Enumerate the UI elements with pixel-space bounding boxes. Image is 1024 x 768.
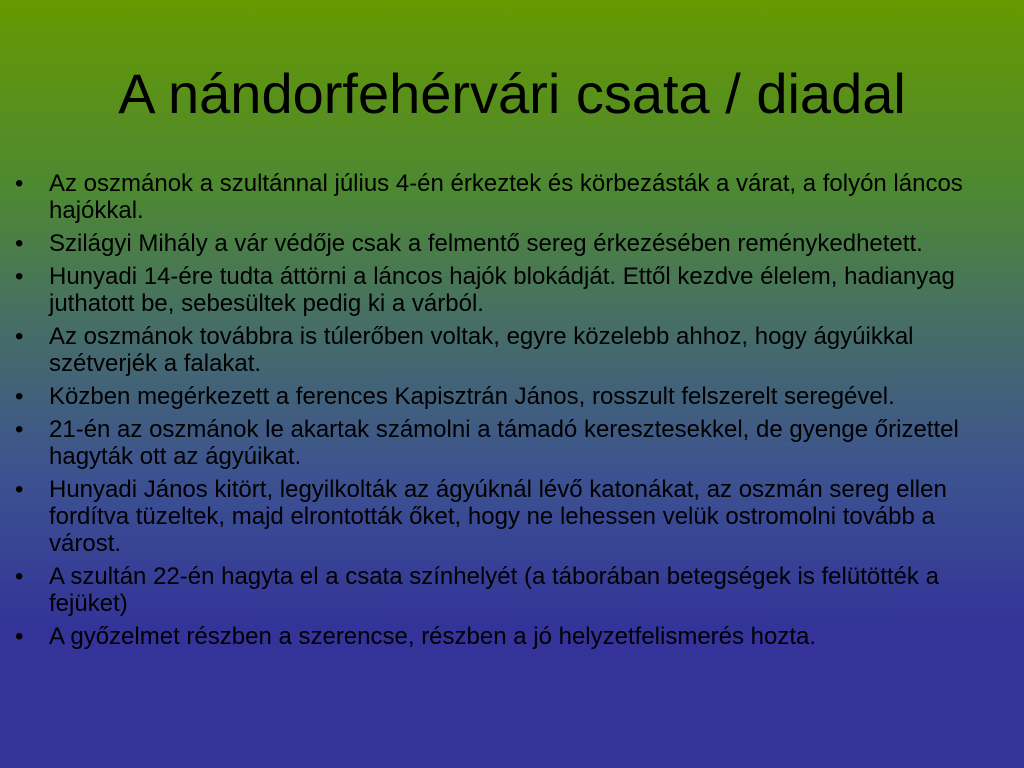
bullet-dot: • [15, 230, 24, 257]
slide-title: A nándorfehérvári csata / diadal [118, 62, 906, 125]
bullet-text: Hunyadi János kitört, legyilkolták az ágyúknál lévő katonákat, az oszmán sereg ellen fordítva tüzeltek, majd elrontották őket, hogy ne lehessen velük ostromolni tovább a várost. [49, 476, 947, 557]
bullet-list [15, 170, 990, 656]
bullet-item [15, 383, 990, 410]
bullet-text: Hunyadi 14-ére tudta áttörni a láncos hajók blokádját. Ettől kezdve élelem, hadianyag juthatott be, sebesültek pedig ki a várból. [49, 263, 955, 317]
bullet-text: 21-én az oszmánok le akartak számolni a támadó keresztesekkel, de gyenge őrizettel hagyták ott az ágyúikat. [49, 416, 959, 470]
bullet-text: Az oszmánok a szultánnal július 4-én érkeztek és körbezásták a várat, a folyón láncos hajókkal. [49, 170, 963, 224]
bullet-item [15, 416, 990, 470]
bullet-dot: • [15, 563, 24, 590]
bullet-item [15, 230, 990, 257]
bullet-dot: • [15, 170, 24, 197]
bullet-dot: • [15, 263, 24, 290]
bullet-item [15, 263, 990, 317]
bullet-text: Közben megérkezett a ferences Kapisztrán János, rosszult felszerelt seregével. [49, 383, 895, 410]
bullet-item [15, 476, 990, 557]
bullet-text: A szultán 22-én hagyta el a csata színhelyét (a táborában betegségek is felütötték a fejüket) [49, 563, 939, 617]
bullet-dot: • [15, 476, 24, 503]
bullet-item [15, 323, 990, 377]
bullet-item [15, 623, 990, 650]
bullet-dot: • [15, 323, 24, 350]
bullet-dot: • [15, 623, 24, 650]
bullet-dot: • [15, 383, 24, 410]
bullet-dot: • [15, 416, 24, 443]
bullet-item [15, 170, 990, 224]
bullet-text: Az oszmánok továbbra is túlerőben voltak, egyre közelebb ahhoz, hogy ágyúikkal szétverjék a falakat. [49, 323, 914, 377]
bullet-item [15, 563, 990, 617]
bullet-text: Szilágyi Mihály a vár védője csak a felmentő sereg érkezésében reménykedhetett. [49, 230, 923, 257]
bullet-text: A győzelmet részben a szerencse, részben a jó helyzetfelismerés hozta. [49, 623, 817, 650]
